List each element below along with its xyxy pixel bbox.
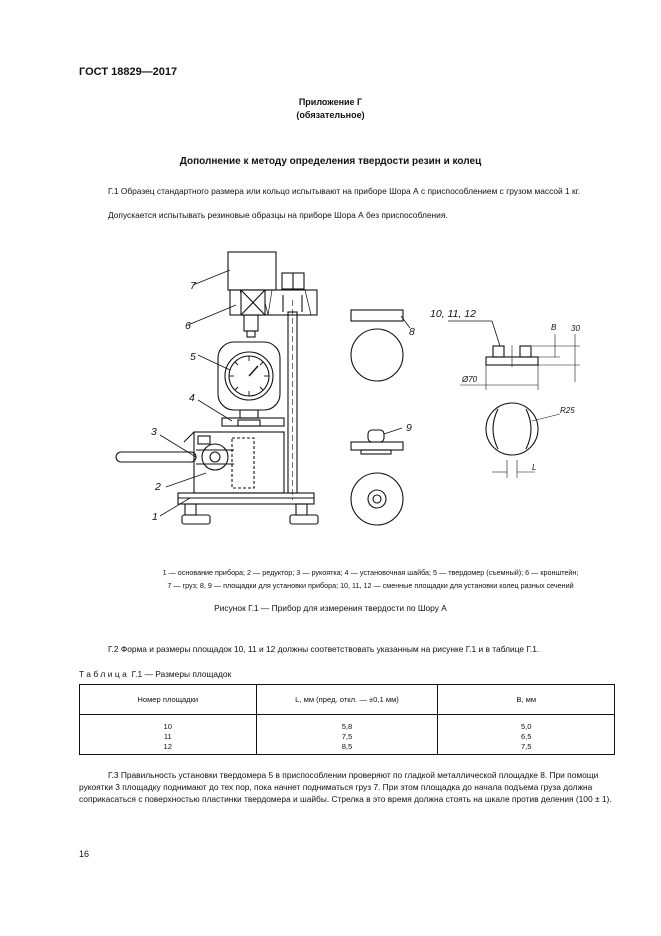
table-cell: 7,5 <box>256 732 438 742</box>
label-9: 9 <box>406 422 412 434</box>
figure-caption: Рисунок Г.1 — Прибор для измерения твердости по Шору А <box>214 603 447 613</box>
table-row <box>80 742 615 755</box>
paragraph-g1-note: Допускается испытывать резиновые образцы на приборе Шора А без приспособления. <box>108 210 448 220</box>
paragraph-g2: Г.2 Форма и размеры площадок 10, 11 и 12 должны соответствовать указанным на рисунке Г.1 и в таблице Г.1. <box>108 644 540 654</box>
washer <box>222 418 284 426</box>
standard-header: ГОСТ 18829—2017 <box>79 66 178 78</box>
platform-8 <box>351 310 403 321</box>
section-title: Дополнение к методу определения твердости резин и колец <box>179 156 482 167</box>
weight <box>228 252 276 290</box>
page-number: 16 <box>79 849 90 859</box>
label-10-11-12: 10, 11, 12 <box>430 308 476 320</box>
figure-legend <box>40 566 661 592</box>
paragraph-g3: Г.3 Правильность установки твердомера 5 в приспособлении проверяют по гладкой металлической площадке 8. При помощи рукоятки 3 площадку поднимают до тех пор, пока начнет подниматься груз 7. При этом площадка до начала подъема груза должна соприкасаться с поверхностью пластинки твердомера и шайбы. Стрелка в это время должна стоять на шкале против деления (100 ± 1). <box>79 770 612 804</box>
dimension-d70: Ø70 <box>462 375 478 384</box>
table-header-b: B, мм <box>438 685 615 715</box>
table-header-number: Номер площадки <box>80 685 257 715</box>
table-caption-prefix: Таблица <box>79 669 130 679</box>
label-8: 8 <box>409 326 415 338</box>
platform-sizes-table <box>79 684 615 755</box>
platform-9 <box>351 442 403 450</box>
table-cell: 5,8 <box>256 715 438 733</box>
label-1: 1 <box>152 511 158 523</box>
table-cell: 5,0 <box>438 715 615 733</box>
handle <box>116 452 196 462</box>
legend-line-1: 1 — основание прибора; 2 — редуктор; 3 — рукоятка; 4 — установочная шайба; 5 — твердомер (съемный); 6 — кронштейн; <box>162 568 579 577</box>
paragraph-g1: Г.1 Образец стандартного размера или кольцо испытывают на приборе Шора А с приспособлением с грузом массой 1 кг. <box>108 186 581 196</box>
appendix-title: Приложение Г <box>298 97 363 107</box>
dimension-l: L <box>532 463 537 472</box>
label-6: 6 <box>185 320 191 332</box>
table-cell: 10 <box>80 715 257 733</box>
table-cell: 8,5 <box>256 742 438 755</box>
table-row <box>80 715 615 733</box>
legend-line-2: 7 — груз; 8, 9 — площадки для установки прибора; 10, 11, 12 — сменные площадки для установки колец разных сечений <box>167 581 574 590</box>
table-cell: 6,5 <box>438 732 615 742</box>
table-caption <box>79 669 231 679</box>
label-5: 5 <box>190 351 196 363</box>
appendix-status: (обязательное) <box>296 110 365 120</box>
table-caption-rest: Г.1 — Размеры площадок <box>129 669 232 679</box>
label-4: 4 <box>189 392 195 404</box>
table-header-l: L, мм (пред. откл. — ±0,1 мм) <box>256 685 438 715</box>
dimension-b: B <box>551 323 557 332</box>
dimension-r25: R25 <box>560 406 575 415</box>
dimension-30: 30 <box>571 324 580 333</box>
table-row <box>80 732 615 742</box>
table-cell: 12 <box>80 742 257 755</box>
label-3: 3 <box>151 426 157 438</box>
label-2: 2 <box>155 481 161 493</box>
table-cell: 7,5 <box>438 742 615 755</box>
table-cell: 11 <box>80 732 257 742</box>
label-7: 7 <box>190 280 196 292</box>
